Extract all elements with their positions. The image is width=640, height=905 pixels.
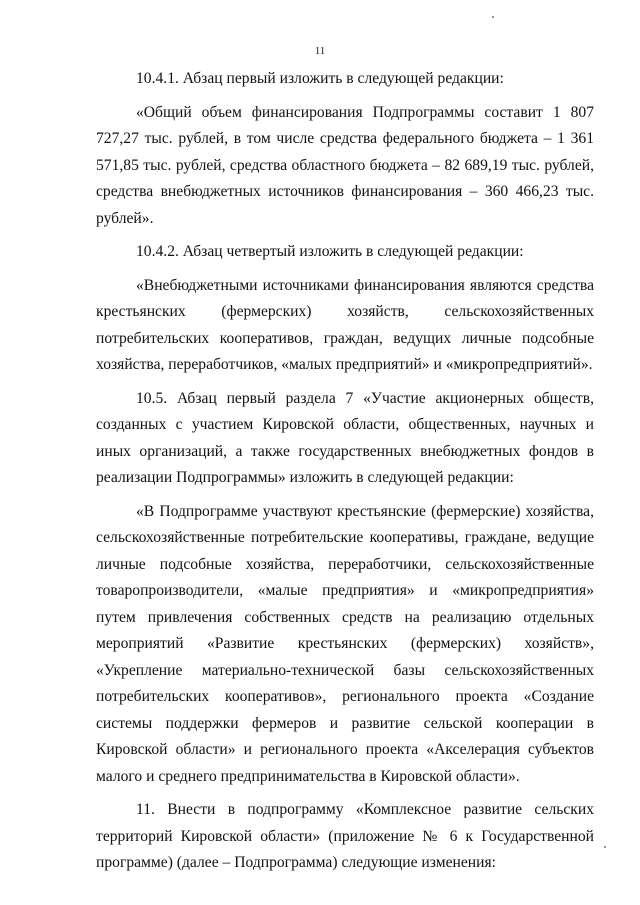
scan-speck	[604, 846, 606, 848]
paragraph-financing-total: «Общий объем финансирования Подпрограммы составит 1 807 727,27 тыс. рублей, в том числе средства федерального бюджета – 1 361 571,85 тыс. рублей, средства областного бюджета – 82 689,19 тыс. рублей, средства внебюджетных источников финансирования – 360 466,23 тыс. рублей».	[96, 103, 594, 227]
paragraph-11-heading: 11. Внести в подпрограмму «Комплексное развитие сельских территорий Кировской области» (приложение № 6 к Государственной программе) (далее – Подпрограмма) следующие изменения:	[96, 801, 594, 871]
paragraph-participants: «В Подпрограмме участвуют крестьянские (фермерские) хозяйства, сельскохозяйственные потребительские кооперативы, граждане, ведущие личные подсобные хозяйства, переработчики, сельскохозяйственные товаропроизводители, «малые предприятия» и «микропредприятия» путем привлечения собственных средств на реализацию отдельных мероприятий «Развитие крестьянских (фермерских) хозяйств», «Укрепление материально-технической базы сельскохозяйственных потребительских кооперативов», регионального проекта «Создание системы поддержки фермеров и развитие сельской кооперации в Кировской области» и регионального проекта «Акселерация субъектов малого и среднего предпринимательства в Кировской области».	[96, 502, 594, 785]
paragraph-10-5-heading: 10.5. Абзац первый раздела 7 «Участие акционерных обществ, созданных с участием Кировской области, общественных, научных и иных организаций, а также государственных внебюджетных фондов в реализации Подпрограммы» изложить в следующей редакции:	[96, 389, 594, 486]
document-body	[96, 66, 594, 884]
paragraph-extrabudgetary-sources: «Внебюджетными источниками финансирования являются средства крестьянских (фермерских) хозяйств, сельскохозяйственных потребительских кооперативов, граждан, ведущих личные подсобные хозяйства, переработчиков, «малых предприятий» и «микропредприятий».	[96, 276, 594, 373]
paragraph-10-4-2-heading: 10.4.2. Абзац четвертый изложить в следующей редакции:	[136, 243, 524, 260]
scan-speck	[492, 16, 494, 18]
page-number: 11	[314, 45, 326, 57]
paragraph-10-4-1-heading: 10.4.1. Абзац первый изложить в следующей редакции:	[136, 70, 504, 87]
